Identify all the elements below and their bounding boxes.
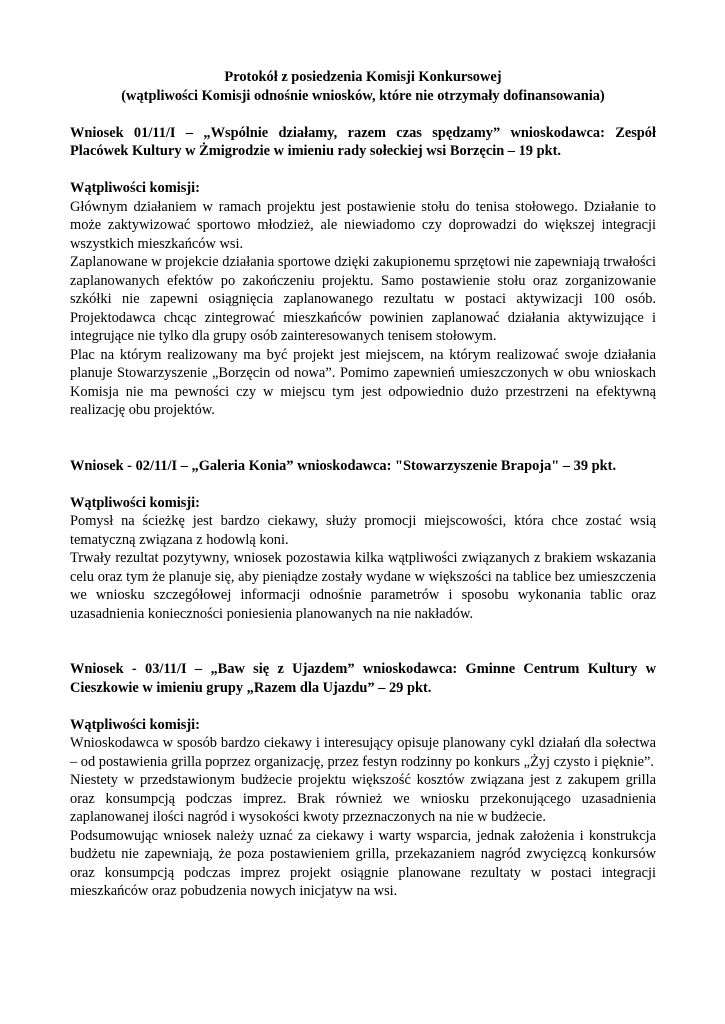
paragraph: Wnioskodawca w sposób bardzo ciekawy i interesujący opisuje planowany cykl działań dla sołectwa – od postawienia grilla poprzez organizację, przez festyn rodzinny po konkurs „Żyj czysto i pięknie”. (70, 735, 656, 770)
paragraph: Niestety w przedstawionym budżecie projektu większość kosztów związana jest z zakupem grilla oraz konsumpcją podczas imprez. Brak również we wniosku przekonującego uzasadnienia zaplanowanej ilości nagród i wysokości kwoty przeznaczonych na nie w budżecie. (70, 772, 656, 825)
paragraph: Głównym działaniem w ramach projektu jest postawienie stołu do tenisa stołowego. Działanie to może zaktywizować sportowo młodzież, ale niewiadomo czy doprowadzi do większej integracji wszystkich mieszkańców wsi. (70, 198, 656, 252)
application-heading: Wniosek 01/11/I – „Wspólnie działamy, razem czas spędzamy” wnioskodawca: Zespół Placówek Kultury w Żmigrodzie w imieniu rady sołeckiej wsi Borzęcin – 19 pkt. (70, 124, 656, 159)
paragraph: Trwały rezultat pozytywny, wniosek pozostawia kilka wątpliwości związanych z brakiem wskazania celu oraz tym że planuje się, aby pieniądze zostały wydane w większości na tablice bez umieszczenia we wniosku szczegółowej informacji odnośnie parametrów i sposobu wykonania tablic oraz uzasadnienia konieczności poniesienia planowanych na nie nakładów. (70, 550, 656, 622)
doubts-label: Wątpliwości komisji: (70, 716, 200, 733)
document-title (70, 68, 656, 105)
title-line-2: (wątpliwości Komisji odnośnie wniosków, które nie otrzymały dofinansowania) (121, 87, 605, 104)
spacer (70, 161, 656, 180)
paragraph: Podsumowując wniosek należy uznać za ciekawy i warty wsparcia, jednak założenia i konstrukcja budżetu nie zapewniają, że poza postawieniem grilla, przekazaniem nagród zwycięzcą konkursów oraz konsumpcją podczas imprez projekt osiągnie planowane rezultaty w postaci integracji mieszkańców oraz pobudzenia nowych inicjatyw na wsi. (70, 827, 656, 899)
application-section-1 (70, 124, 656, 420)
spacer (70, 420, 656, 457)
doubts-label: Wątpliwości komisji: (70, 494, 200, 511)
document-page (70, 68, 656, 901)
application-section-2 (70, 457, 656, 624)
paragraph: Zaplanowane w projekcie działania sportowe dzięki zakupionemu sprzętowi nie zapewniają trwałości zaplanowanych efektów po zakończeniu projektu. Samo postawienie stołu oraz zorganizowanie szkółki nie zapewni osiągnięcia zaplanowanego rezultatu w postaci aktywizacji 100 osób. Projektodawca chcąc zintegrować mieszkańców powinien zaplanować działania aktywizujące i integrujące nie tylko dla grupy osób zainteresowanych tenisem stołowym. (70, 254, 656, 344)
spacer (70, 623, 656, 660)
spacer (70, 105, 656, 124)
paragraph: Pomysł na ścieżkę jest bardzo ciekawy, służy promocji miejscowości, która chce zostać wsią tematyczną związana z hodowlą koni. (70, 513, 656, 548)
title-line-1: Protokół z posiedzenia Komisji Konkursowej (224, 69, 502, 85)
paragraph: Plac na którym realizowany ma być projekt jest miejscem, na którym realizować swoje działania planuje Stowarzyszenie „Borzęcin od nowa”. Pomimo zapewnień umieszczonych w obu wnioskach Komisja nie ma pewności czy w miejscu tym jest odpowiednio dużo przestrzeni na efektywną realizację obu projektów. (70, 346, 656, 418)
application-heading: Wniosek - 03/11/I – „Baw się z Ujazdem” wnioskodawca: Gminne Centrum Kultury w Cieszkowie w imieniu grupy „Razem dla Ujazdu” – 29 pkt. (70, 661, 656, 696)
spacer (70, 697, 656, 716)
doubts-label: Wątpliwości komisji: (70, 180, 200, 196)
application-section-3 (70, 660, 656, 901)
spacer (70, 475, 656, 494)
application-heading: Wniosek - 02/11/I – „Galeria Konia” wnioskodawca: "Stowarzyszenie Brapoja" – 39 pkt. (70, 457, 617, 474)
